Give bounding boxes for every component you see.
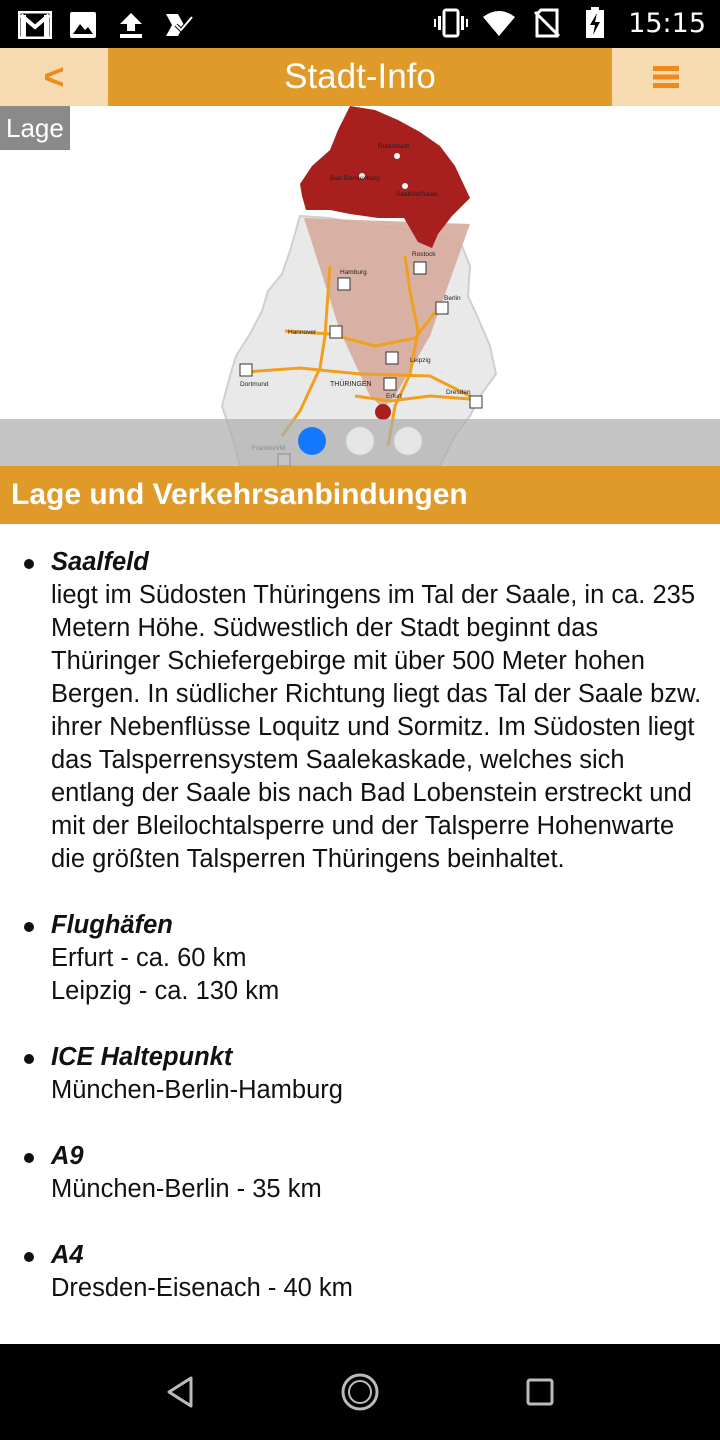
back-triangle-icon [165, 1375, 195, 1409]
item-text: München-Berlin - 35 km [51, 1175, 322, 1203]
list-item [0, 909, 720, 1008]
map-of-germany-with-saalfeld-region-icon [0, 106, 720, 466]
back-button[interactable] [0, 48, 108, 106]
map-label-erfurt: Erfurt [386, 393, 402, 400]
navigation-bar [0, 1344, 720, 1440]
item-text: liegt im Südosten Thüringens im Tal der Saale, in ca. 235 Metern Höhe. Südwestlich der Stadt beginnt das Thüringer Schiefergebirge mit über 500 Meter hohen Bergen. In südlicher Richtung liegt das Tal der Saale bzw. ihrer Nebenflüsse Loquitz und Sormitz. Im Südosten liegt das Talsperrensystem Saalekaskade, welches sich entlang der Saale bis nach Bad Lobenstein erstreckt und mit der Bleilochtalsperre und der Talsperre Hohenwarte die größten Talsperren Thüringens beinhaltet. [51, 581, 702, 873]
map-label-hamburg: Hamburg [340, 269, 367, 276]
nav-home-button[interactable] [340, 1372, 380, 1412]
action-bar [0, 48, 720, 106]
nav-back-button[interactable] [160, 1372, 200, 1412]
no-sim-icon [530, 6, 564, 40]
map-label-dresden: Dresden [446, 389, 471, 396]
list-item [0, 1140, 720, 1206]
item-title: A4 [51, 1241, 84, 1269]
status-bar-system [434, 6, 706, 40]
list-item [0, 1239, 720, 1305]
map-label-leipzig: Leipzig [410, 357, 431, 364]
menu-button[interactable] [612, 48, 720, 106]
item-title: Saalfeld [51, 548, 149, 576]
vibrate-icon [434, 6, 468, 40]
map-label-dortmund: Dortmund [240, 381, 269, 388]
map-label-hannover: Hannover [288, 329, 317, 336]
map-label-rudolstadt: Rudolstadt [378, 143, 410, 150]
nav-recents-button[interactable] [520, 1372, 560, 1412]
slider-indicator [0, 419, 720, 466]
slider-dot-1[interactable] [298, 427, 326, 455]
bullet-icon [24, 559, 34, 569]
slider-dot-3[interactable] [394, 427, 422, 455]
item-title: A9 [51, 1142, 84, 1170]
item-text: München-Berlin-Hamburg [51, 1076, 343, 1104]
slider-dot-2[interactable] [346, 427, 374, 455]
list-item [0, 546, 720, 876]
map-label-rostock: Rostock [412, 251, 436, 258]
hamburger-menu-icon [653, 65, 679, 89]
status-bar [0, 0, 720, 48]
task-icon [162, 8, 196, 42]
status-bar-notifications [18, 8, 196, 42]
content-list [0, 546, 720, 1342]
gmail-icon [18, 8, 52, 42]
back-chevron-icon: < [43, 56, 65, 97]
bullet-icon [24, 1054, 34, 1064]
item-title: ICE Haltepunkt [51, 1043, 233, 1071]
recents-square-icon [525, 1377, 555, 1407]
item-text: Dresden-Eisenach - 40 km [51, 1274, 353, 1302]
map-label-saalfeld: Saalfeld/Saale [396, 191, 438, 198]
wifi-icon [482, 6, 516, 40]
map-label-bad-blankenburg: Bad Blankenburg [330, 175, 380, 182]
map-label-berlin: Berlin [444, 295, 461, 302]
item-text: Erfurt - ca. 60 km [51, 944, 247, 972]
upload-icon [114, 8, 148, 42]
bullet-icon [24, 1252, 34, 1262]
section-title: Lage und Verkehrsanbindungen [0, 466, 720, 524]
status-time: 15:15 [628, 7, 706, 39]
bullet-icon [24, 1153, 34, 1163]
map-label-thueringen: THÜRINGEN [330, 381, 372, 388]
item-title: Flughäfen [51, 911, 173, 939]
slide-label: Lage [0, 106, 70, 150]
list-item [0, 1041, 720, 1107]
battery-charging-icon [578, 6, 612, 40]
image-slider[interactable] [0, 106, 720, 466]
item-text: Leipzig - ca. 130 km [51, 977, 280, 1005]
page-title: Stadt-Info [284, 57, 436, 96]
bullet-icon [24, 922, 34, 932]
home-circle-icon [340, 1372, 380, 1412]
image-icon [66, 8, 100, 42]
